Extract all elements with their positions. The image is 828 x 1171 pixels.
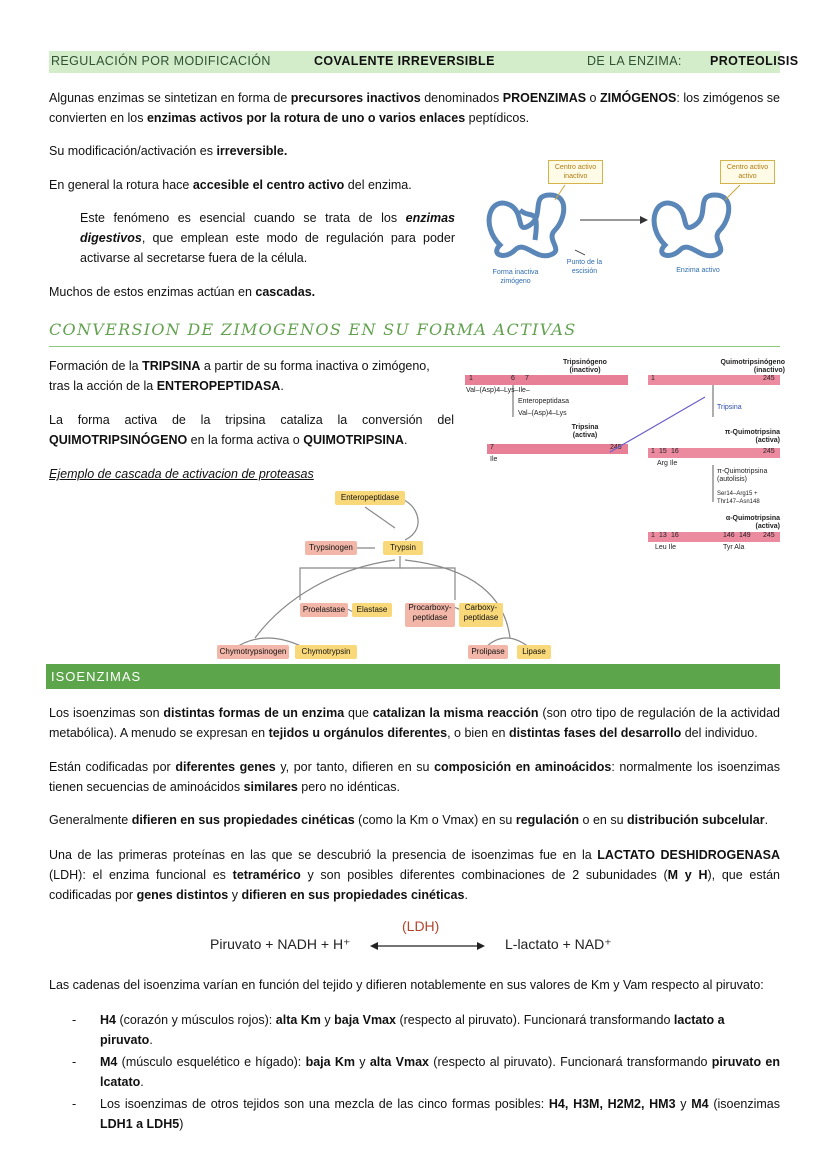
label-cut-peptides: Ser14–Arg15 + Thr147–Asn148 bbox=[717, 491, 760, 505]
label-ile: Ile bbox=[490, 456, 498, 463]
paragraph-isoenzimas-def: Los isoenzimas son distintas formas de un enzima que catalizan la misma reacción (son otro tipo de regulación de la actividad metabólica). A menudo se expresan en tejidos u orgánulos diferentes, o bien en distintas fases del desarrollo del individuo. bbox=[49, 706, 780, 740]
node-chymotrypsin: Chymotrypsin bbox=[295, 645, 357, 659]
label-autolisis: π-Quimotripsina (autolisis) bbox=[717, 468, 768, 483]
label-punto-escision: Punto de la escisión bbox=[566, 259, 603, 275]
eq-right: L-lactato + NAD⁺ bbox=[505, 936, 612, 952]
node-prolipase: Prolipase bbox=[468, 645, 508, 659]
paragraph-proenzimas: Algunas enzimas se sintetizan en forma de precursores inactivos denominados PROENZIMAS o ZIMÓGENOS: los zimógenos se convierten en los enzimas activos por la rotura de uno o varios enlaces peptídicos. bbox=[49, 91, 780, 125]
eq-enzyme: (LDH) bbox=[402, 918, 440, 934]
num: 16 bbox=[671, 448, 679, 455]
num: 146 bbox=[723, 532, 735, 539]
label-centro-activo: Centro activo activo bbox=[720, 160, 775, 184]
node-proelastase: Proelastase bbox=[300, 603, 348, 617]
label-tyr-ala: Tyr Ala bbox=[723, 544, 745, 551]
label-alfa-quimotripsina: α-Quimotripsina (activa) bbox=[725, 515, 780, 530]
label-pi-quimotripsina: π-Quimotripsina (activa) bbox=[724, 429, 780, 444]
label-enteropeptidasa: Enteropeptidasa bbox=[518, 398, 569, 405]
paragraph-ldh: Una de las primeras proteínas en las que se descubrió la presencia de isoenzimas fue en la LACTATO DESHIDROGENASA (LDH): el enzima funcional es tetramérico y son posibles diferentes combinaciones de 2 subunidades (M y H), que están codificadas por genes distintos y difieren en sus propiedades cinéticas. bbox=[49, 848, 780, 902]
paragraph-genes: Están codificadas por diferentes genes y, por tanto, difieren en su composición en aminoácidos: normalmente los isoenzimas tienen secuencias de aminoácidos similares pero no idénticas. bbox=[49, 760, 780, 794]
num: 245 bbox=[763, 532, 775, 539]
cascade-example-caption: Ejemplo de cascada de activacion de proteasas bbox=[49, 467, 314, 481]
paragraph-quimotripsina: La forma activa de la tripsina cataliza la conversión del QUIMOTRIPSINÓGENO en la forma activa o QUIMOTRIPSINA. bbox=[49, 413, 454, 447]
bar-pi-quimotripsina bbox=[648, 448, 780, 458]
paragraph-cadenas: Las cadenas del isoenzima varían en función del tejido y difieren notablemente en sus valores de Km y Vam respecto al piruvato: bbox=[49, 978, 764, 992]
label-arg-ile: Arg Ile bbox=[657, 460, 678, 467]
num: 16 bbox=[671, 532, 679, 539]
seq-label-2: Val–(Asp)4–Lys bbox=[518, 410, 567, 417]
num: 245 bbox=[763, 375, 775, 382]
num: 6 bbox=[511, 375, 515, 382]
label-quimotripsinogeno: Quimotripsinógeno (inactivo) bbox=[720, 359, 785, 374]
header-part-b: COVALENTE IRREVERSIBLE bbox=[314, 54, 495, 68]
num: 1 bbox=[651, 532, 655, 539]
num: 7 bbox=[525, 375, 529, 382]
paragraph-digestivos: Este fenómeno es esencial cuando se trata de los enzimas digestivos, que emplean este modo de regulación para poder activarse al secretarse fuera de la célula. bbox=[80, 211, 455, 265]
num: 1 bbox=[651, 375, 655, 382]
section-header-isoenzimas bbox=[46, 664, 780, 689]
node-chymotrypsinogen: Chymotrypsinogen bbox=[217, 645, 289, 659]
node-enteropeptidase: Enteropeptidase bbox=[335, 491, 405, 505]
paragraph-cineticas: Generalmente difieren en sus propiedades cinéticas (como la Km o Vmax) en su regulación o en su distribución subcelular. bbox=[49, 813, 769, 827]
label-forma-inactiva: Forma inactiva zimógeno bbox=[492, 269, 539, 285]
label-tripsinogeno: Tripsinógeno (inactivo) bbox=[563, 359, 607, 374]
label-leu-ile: Leu Ile bbox=[655, 544, 677, 551]
label-tripsina-activa: Tripsina (activa) bbox=[571, 424, 599, 439]
num: 245 bbox=[763, 448, 775, 455]
header-part-a: REGULACIÓN POR MODIFICACIÓN bbox=[51, 54, 271, 68]
node-lipase: Lipase bbox=[517, 645, 551, 659]
section-title: ISOENZIMAS bbox=[51, 669, 142, 684]
bar-alfa-quimotripsina bbox=[648, 532, 780, 542]
section-header-zimogenos: CONVERSION DE ZIMOGENOS EN SU FORMA ACTIVAS bbox=[49, 320, 577, 339]
num: 1 bbox=[469, 375, 473, 382]
list-item-otros: - Los isoenzimas de otros tejidos son una mezcla de las cinco formas posibles: H4, H3M, H2M2, HM3 y M4 (isoenzimas LDH1 a LDH5) bbox=[72, 1097, 781, 1131]
paragraph-rotura: En general la rotura hace accesible el centro activo del enzima. bbox=[49, 178, 412, 192]
section-header-proteolisis bbox=[49, 51, 799, 73]
node-trypsinogen: Trypsinogen bbox=[305, 541, 357, 555]
node-carboxypeptidase: Carboxy-peptidase bbox=[459, 603, 503, 627]
header-part-d: PROTEOLISIS bbox=[710, 54, 799, 68]
list-item-h4: - H4 (corazón y músculos rojos): alta Km y baja Vmax (respecto al piruvato). Funcionará transformando lactato a piruvato. bbox=[72, 1013, 725, 1047]
node-trypsin: Trypsin bbox=[383, 541, 423, 555]
seq-label: Val–(Asp)4–Lys–Ile– bbox=[466, 387, 530, 394]
paragraph-cascadas: Muchos de estos enzimas actúan en cascadas. bbox=[49, 285, 316, 299]
num: 7 bbox=[490, 444, 494, 451]
list-item-m4: - M4 (músculo esquelético e hígado): baja Km y alta Vmax (respecto al piruvato). Funcionará transformando piruvato en lcatato. bbox=[72, 1055, 780, 1089]
num: 149 bbox=[739, 532, 751, 539]
num: 15 bbox=[659, 448, 667, 455]
isoenzyme-list bbox=[72, 1010, 780, 1134]
num: 245 bbox=[610, 444, 622, 451]
activation-diagram bbox=[465, 357, 785, 557]
node-procarboxypeptidase: Procarboxy-peptidase bbox=[405, 603, 455, 627]
label-centro-inactivo: Centro activo inactivo bbox=[548, 160, 603, 184]
paragraph-tripsina: Formación de la TRIPSINA a partir de su forma inactiva o zimógeno, tras la acción de la ENTEROPEPTIDASA. bbox=[49, 359, 430, 393]
paragraph-irreversible: Su modificación/activación es irreversible. bbox=[49, 144, 288, 158]
header-part-c: DE LA ENZIMA: bbox=[587, 54, 682, 68]
label-enzima-activo: Enzima activo bbox=[676, 267, 720, 274]
eq-reversible-arrow bbox=[370, 940, 485, 952]
node-elastase: Elastase bbox=[352, 603, 392, 617]
num: 13 bbox=[659, 532, 667, 539]
bar-quimotripsinogeno bbox=[648, 375, 780, 385]
eq-left: Piruvato + NADH + H⁺ bbox=[210, 936, 351, 952]
num: 1 bbox=[651, 448, 655, 455]
zymogen-figure bbox=[470, 155, 780, 290]
label-tripsina: Tripsina bbox=[717, 404, 742, 411]
section-divider bbox=[49, 346, 780, 347]
